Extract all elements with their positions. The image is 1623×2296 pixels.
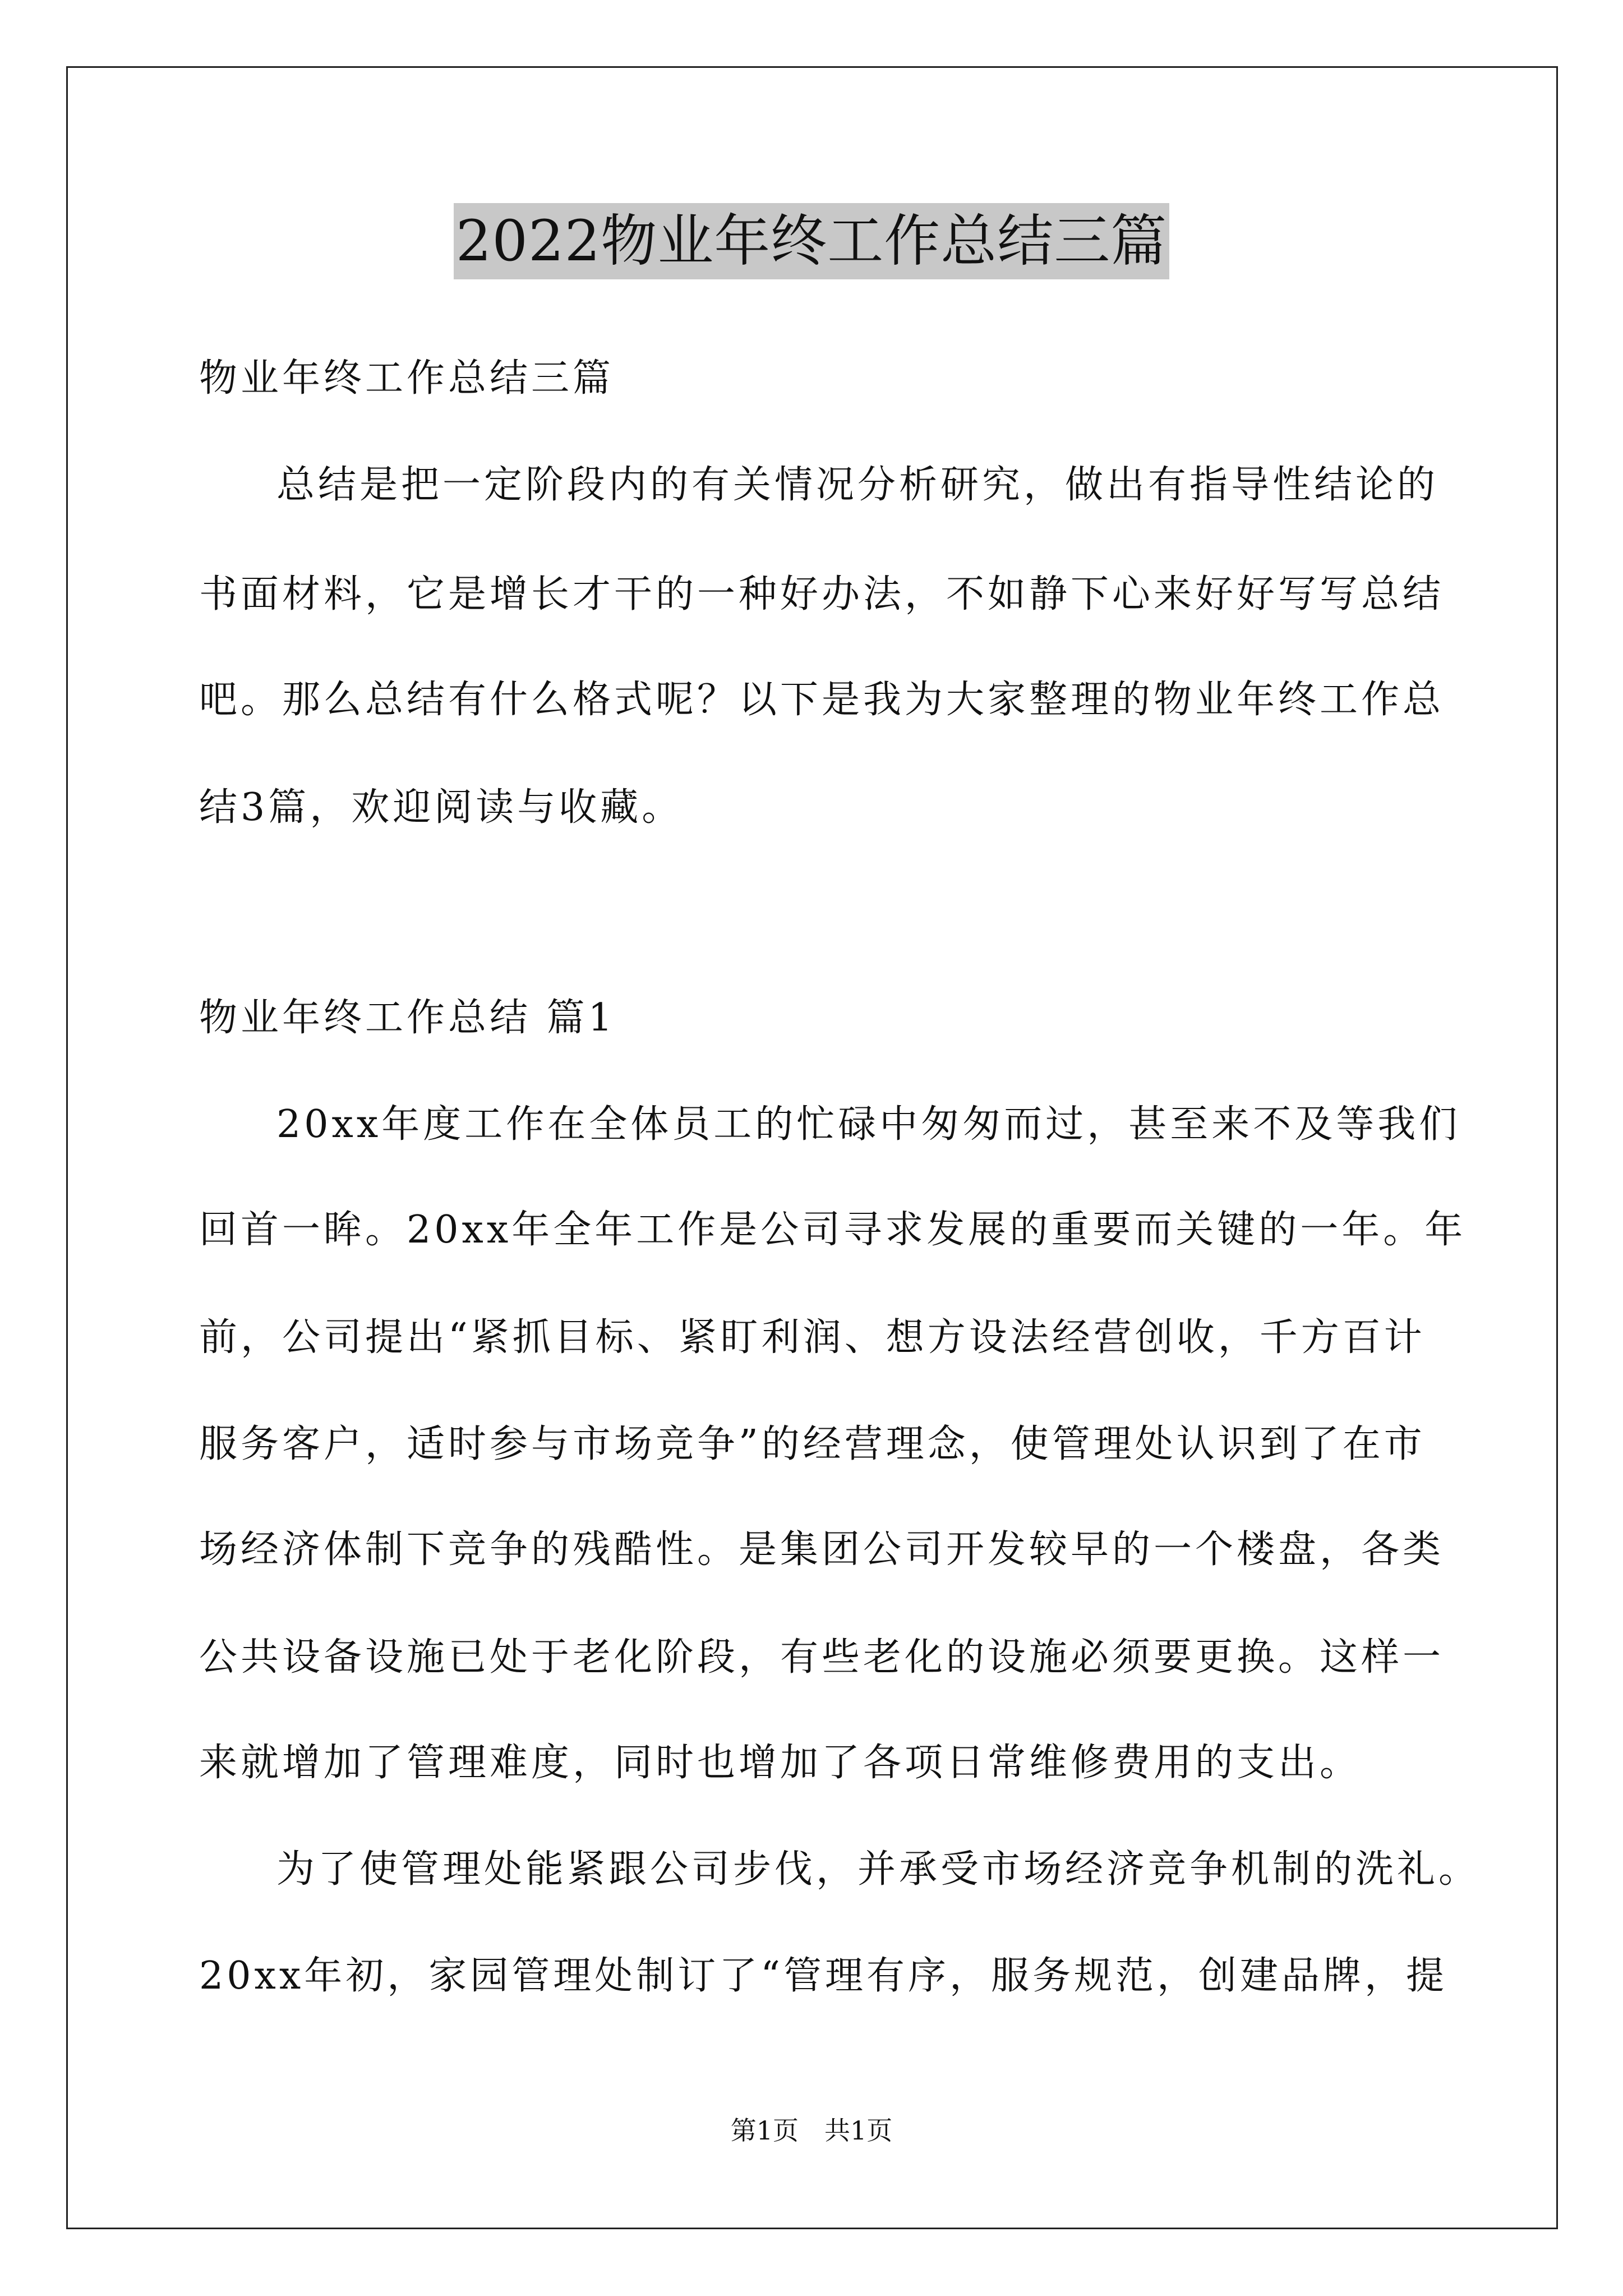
- section-heading: 物业年终工作总结 篇1: [199, 996, 616, 1040]
- paragraph-line: 服务客户，适时参与市场竞争”的经营理念，使管理处认识到了在市: [199, 1422, 1426, 1466]
- paragraph-line: 公共设备设施已处于老化阶段，有些老化的设施必须要更换。这样一: [199, 1635, 1445, 1680]
- paragraph-line: 来就增加了管理难度，同时也增加了各项日常维修费用的支出。: [199, 1741, 1362, 1785]
- document-title: 2022物业年终工作总结三篇: [454, 203, 1170, 279]
- paragraph-line: 20xx年度工作在全体员工的忙碌中匆匆而过，甚至来不及等我们: [276, 1102, 1461, 1147]
- intro-line: 书面材料，它是增长才干的一种好办法，不如静下心来好好写写总结: [199, 572, 1445, 616]
- paragraph-line: 为了使管理处能紧跟公司步伐，并承受市场经济竞争机制的洗礼。: [276, 1847, 1481, 1892]
- paragraph-line: 回首一眸。20xx年全年工作是公司寻求发展的重要而关键的一年。年: [199, 1208, 1467, 1252]
- document-subtitle: 物业年终工作总结三篇: [199, 356, 615, 401]
- intro-line: 吧。那么总结有什么格式呢？以下是我为大家整理的物业年终工作总: [199, 678, 1445, 722]
- paragraph-line: 20xx年初，家园管理处制订了“管理有序，服务规范，创建品牌，提: [199, 1954, 1447, 1998]
- intro-line: 总结是把一定阶段内的有关情况分析研究，做出有指导性结论的: [276, 463, 1439, 507]
- intro-line: 结3篇，欢迎阅读与收藏。: [199, 785, 684, 830]
- page-footer: 第1页 共1页: [730, 2115, 893, 2146]
- paragraph-line: 前，公司提出“紧抓目标、紧盯利润、想方设法经营创收，千方百计: [199, 1315, 1426, 1360]
- paragraph-line: 场经济体制下竞争的残酷性。是集团公司开发较早的一个楼盘，各类: [199, 1527, 1445, 1572]
- title-container: [0, 203, 1623, 279]
